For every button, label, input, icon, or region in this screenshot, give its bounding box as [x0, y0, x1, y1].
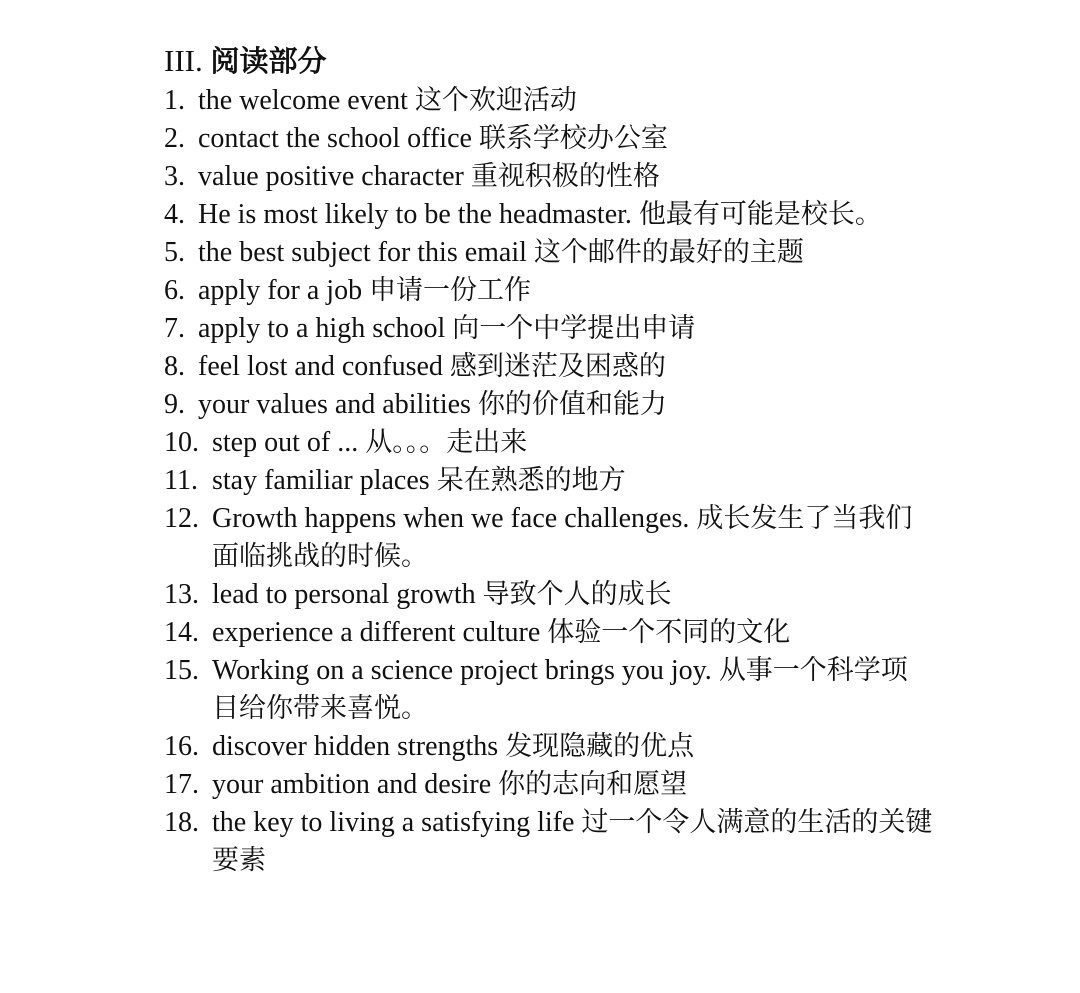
- list-item: [164, 272, 934, 310]
- english-phrase: the welcome event: [198, 85, 408, 116]
- list-item: [164, 348, 934, 386]
- section-title: 阅读部分: [210, 44, 327, 78]
- item-number: 10.: [164, 427, 199, 458]
- english-phrase: the key to living a satisfying life: [212, 807, 575, 838]
- list-item: [164, 766, 934, 804]
- english-phrase: Working on a science project brings you joy.: [212, 655, 712, 686]
- item-number: 3.: [164, 161, 185, 192]
- list-item: [164, 196, 934, 234]
- chinese-translation: 向一个中学提出申请: [452, 313, 696, 344]
- english-phrase: stay familiar places: [212, 465, 430, 496]
- item-number: 1.: [164, 85, 185, 116]
- english-phrase: step out of ...: [212, 427, 359, 458]
- item-number: 7.: [164, 313, 185, 344]
- english-phrase: your values and abilities: [198, 389, 471, 420]
- item-number: 11.: [164, 465, 198, 496]
- item-number: 6.: [164, 275, 185, 306]
- list-item: [164, 424, 934, 462]
- english-phrase: value positive character: [198, 161, 464, 192]
- english-phrase: your ambition and desire: [212, 769, 492, 800]
- section-heading: [164, 42, 934, 80]
- english-phrase: experience a different culture: [212, 617, 541, 648]
- item-number: 17.: [164, 769, 199, 800]
- chinese-translation: 从事一个科学项目给你带来喜悦。: [212, 655, 908, 724]
- list-item: [164, 614, 934, 652]
- english-phrase: contact the school office: [198, 123, 472, 154]
- list-item: [164, 386, 934, 424]
- chinese-translation: 发现隐藏的优点: [505, 731, 695, 762]
- reading-vocabulary-sheet: [164, 42, 934, 880]
- chinese-translation: 这个欢迎活动: [414, 85, 577, 116]
- chinese-translation: 过一个令人满意的生活的关键要素: [212, 807, 933, 876]
- chinese-translation: 他最有可能是校长。: [638, 199, 882, 230]
- english-phrase: feel lost and confused: [198, 351, 443, 382]
- list-item: [164, 652, 934, 728]
- english-phrase: He is most likely to be the headmaster.: [198, 199, 632, 230]
- chinese-translation: 你的价值和能力: [477, 389, 667, 420]
- item-number: 5.: [164, 237, 185, 268]
- item-number: 9.: [164, 389, 185, 420]
- list-item: [164, 158, 934, 196]
- list-item: [164, 234, 934, 272]
- chinese-translation: 感到迷茫及困惑的: [449, 351, 666, 382]
- chinese-translation: 导致个人的成长: [482, 579, 672, 610]
- chinese-translation: 成长发生了当我们面临挑战的时候。: [212, 503, 913, 572]
- chinese-translation: 从。。。走出来: [365, 427, 528, 458]
- list-item: [164, 728, 934, 766]
- vocabulary-list: [164, 82, 934, 880]
- item-number: 8.: [164, 351, 185, 382]
- list-item: [164, 500, 934, 576]
- english-phrase: lead to personal growth: [212, 579, 476, 610]
- item-number: 16.: [164, 731, 199, 762]
- english-phrase: apply to a high school: [198, 313, 446, 344]
- list-item: [164, 576, 934, 614]
- list-item: [164, 310, 934, 348]
- english-phrase: apply for a job: [198, 275, 363, 306]
- list-item: [164, 462, 934, 500]
- english-phrase: the best subject for this email: [198, 237, 527, 268]
- item-number: 13.: [164, 579, 199, 610]
- chinese-translation: 体验一个不同的文化: [547, 617, 791, 648]
- item-number: 18.: [164, 807, 199, 838]
- item-number: 14.: [164, 617, 199, 648]
- chinese-translation: 联系学校办公室: [478, 123, 668, 154]
- item-number: 4.: [164, 199, 185, 230]
- item-number: 2.: [164, 123, 185, 154]
- chinese-translation: 重视积极的性格: [470, 161, 660, 192]
- english-phrase: discover hidden strengths: [212, 731, 499, 762]
- chinese-translation: 申请一份工作: [369, 275, 532, 306]
- item-number: 15.: [164, 655, 199, 686]
- chinese-translation: 呆在熟悉的地方: [436, 465, 626, 496]
- item-number: 12.: [164, 503, 199, 534]
- section-number: III.: [164, 43, 203, 78]
- chinese-translation: 你的志向和愿望: [498, 769, 688, 800]
- list-item: [164, 82, 934, 120]
- chinese-translation: 这个邮件的最好的主题: [533, 237, 804, 268]
- list-item: [164, 120, 934, 158]
- english-phrase: Growth happens when we face challenges.: [212, 503, 690, 534]
- list-item: [164, 804, 934, 880]
